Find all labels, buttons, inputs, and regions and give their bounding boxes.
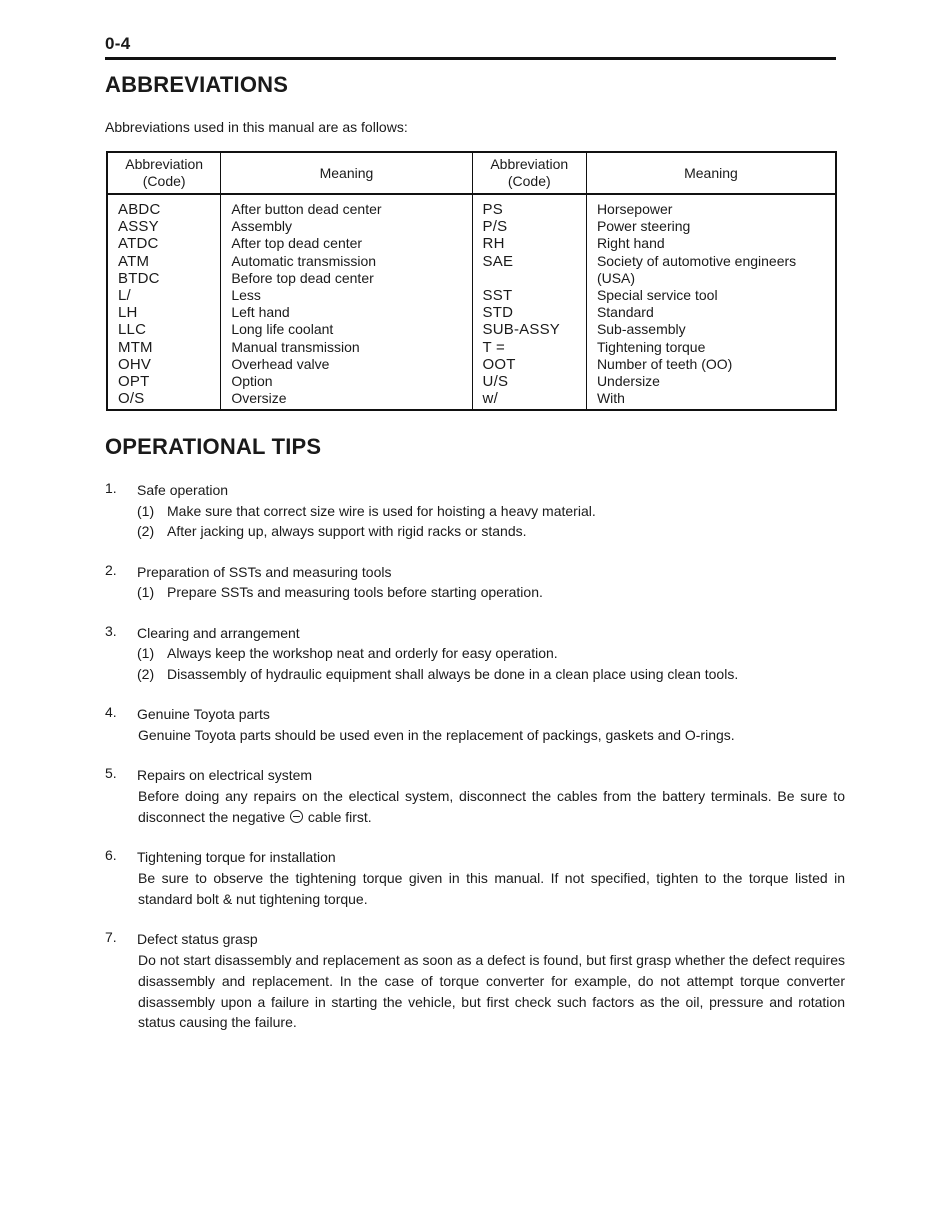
meaning-left: Assembly bbox=[221, 218, 472, 235]
tip-subitem-number: (2) bbox=[137, 665, 155, 682]
abbreviation-code-right: w/ bbox=[472, 390, 586, 410]
tip-subitem-text: After jacking up, always support with rigid racks or stands. bbox=[167, 523, 527, 539]
tip-number: 6. bbox=[105, 847, 117, 864]
abbreviation-code-left: ATM bbox=[107, 253, 221, 270]
abbreviations-heading: ABBREVIATIONS bbox=[105, 72, 289, 97]
tip-title: Repairs on electrical system bbox=[137, 767, 313, 784]
abbreviation-code-right: PS bbox=[472, 194, 586, 218]
abbreviation-code-left: BTDC bbox=[107, 270, 221, 287]
header-abbreviation-2 bbox=[472, 152, 586, 194]
tip-title: Preparation of SSTs and measuring tools bbox=[137, 563, 392, 580]
tip-subitem-text: Always keep the workshop neat and orderly for easy operation. bbox=[167, 645, 558, 661]
abbreviation-code-right: RH bbox=[472, 235, 586, 252]
header-code-label: (Code) bbox=[507, 173, 551, 189]
tip-item bbox=[105, 704, 845, 745]
header-abbreviation-1 bbox=[107, 152, 221, 194]
tip-subitem bbox=[137, 664, 845, 685]
abbreviation-code-left: ASSY bbox=[107, 218, 221, 235]
tip-subitem bbox=[137, 521, 845, 542]
tip-title: Clearing and arrangement bbox=[137, 624, 300, 641]
abbreviation-code-left: O/S bbox=[107, 390, 221, 410]
tip-number: 2. bbox=[105, 561, 117, 578]
tip-title: Defect status grasp bbox=[137, 931, 258, 948]
meaning-left: Before top dead center bbox=[221, 270, 472, 287]
tip-body: Do not start disassembly and replacement as soon as a defect is found, but first grasp whether the defect requires disassembly and replacement. In the case of torque converter for example, do not attempt torque converter disassembly upon a failure in starting the vehicle, but first check such factors as the oil, pressure and rotation status causing the failure. bbox=[138, 951, 845, 1031]
header-code-label: (Code) bbox=[142, 173, 186, 189]
abbreviation-code-right: OOT bbox=[472, 356, 586, 373]
abbreviation-code-right: P/S bbox=[472, 218, 586, 235]
tip-number: 7. bbox=[105, 929, 117, 946]
table-row bbox=[107, 321, 836, 338]
tip-subitem-text: Make sure that correct size wire is used for hoisting a heavy material. bbox=[167, 502, 596, 519]
tip-subitem-text: Disassembly of hydraulic equipment shall always be done in a clean place using clean tools. bbox=[167, 665, 739, 682]
tip-item bbox=[105, 765, 845, 827]
tip-body-text: cable first. bbox=[307, 808, 372, 825]
table-header-row bbox=[107, 152, 836, 194]
meaning-right: Power steering bbox=[596, 218, 691, 235]
header-meaning-2: Meaning bbox=[586, 152, 836, 194]
meaning-left: Long life coolant bbox=[221, 321, 472, 338]
table-row bbox=[107, 194, 836, 218]
meaning-left: Automatic transmission bbox=[221, 253, 472, 270]
abbreviation-code-left: LH bbox=[107, 304, 221, 321]
abbreviation-code-right: SUB-ASSY bbox=[472, 321, 586, 338]
table-row bbox=[107, 390, 836, 410]
tip-item bbox=[105, 480, 845, 542]
tip-item bbox=[105, 623, 845, 685]
tip-subitem-number: (1) bbox=[137, 502, 155, 519]
negative-terminal-icon bbox=[290, 810, 303, 823]
tip-number: 3. bbox=[105, 622, 117, 639]
meaning-left: Option bbox=[221, 373, 472, 390]
meaning-right: Sub-assembly bbox=[596, 321, 686, 338]
tip-body-text: Before doing any repairs on the electical system, disconnect the cables from the battery terminals. Be sure to disconnect the negative bbox=[138, 787, 845, 825]
meaning-right: Horsepower bbox=[596, 201, 673, 217]
tip-subitem-text: Prepare SSTs and measuring tools before starting operation. bbox=[167, 584, 543, 600]
tip-subitem-number: (1) bbox=[137, 584, 155, 600]
table-row bbox=[107, 218, 836, 235]
meaning-right: (USA) bbox=[596, 269, 636, 286]
tip-number: 1. bbox=[105, 480, 117, 496]
tip-number: 4. bbox=[105, 704, 117, 720]
abbreviation-code-right: SAE bbox=[472, 253, 586, 270]
tip-subitem bbox=[137, 643, 845, 664]
table-row bbox=[107, 304, 836, 321]
abbreviation-code-right: T = bbox=[472, 339, 586, 356]
abbreviation-code-left: OHV bbox=[107, 356, 221, 373]
operational-tips-heading: OPERATIONAL TIPS bbox=[105, 434, 322, 459]
tip-subitem-number: (1) bbox=[137, 645, 155, 661]
tip-item bbox=[105, 562, 845, 603]
header-abbreviation-label: Abbreviation bbox=[125, 156, 204, 172]
tip-subitem bbox=[137, 501, 845, 522]
meaning-left: Manual transmission bbox=[221, 339, 472, 356]
meaning-right: Undersize bbox=[596, 373, 660, 390]
tip-title: Genuine Toyota parts bbox=[137, 706, 270, 722]
meaning-right: Special service tool bbox=[596, 287, 718, 304]
meaning-left: Overhead valve bbox=[221, 356, 472, 373]
meaning-right: Right hand bbox=[596, 235, 665, 252]
meaning-right: Standard bbox=[596, 304, 654, 321]
tip-body bbox=[138, 786, 845, 828]
tip-title: Safe operation bbox=[137, 482, 229, 498]
meaning-right: With bbox=[596, 390, 625, 407]
abbreviations-table bbox=[106, 151, 837, 411]
table-row bbox=[107, 253, 836, 270]
abbreviation-code-left: ATDC bbox=[107, 235, 221, 252]
meaning-right: Number of teeth (OO) bbox=[596, 355, 733, 372]
abbreviation-code-left: MTM bbox=[107, 339, 221, 356]
abbreviation-code-left: LLC bbox=[107, 321, 221, 338]
header-abbreviation-label: Abbreviation bbox=[490, 156, 569, 172]
header-meaning-1: Meaning bbox=[221, 152, 472, 194]
table-row bbox=[107, 373, 836, 390]
table-row bbox=[107, 235, 836, 252]
meaning-left: After top dead center bbox=[221, 235, 472, 252]
abbreviation-code-left: ABDC bbox=[107, 194, 221, 218]
meaning-left: After button dead center bbox=[221, 194, 472, 218]
tip-body: Genuine Toyota parts should be used even in the replacement of packings, gaskets and O-rings. bbox=[138, 726, 735, 743]
tip-title: Tightening torque for installation bbox=[137, 849, 336, 866]
table-row bbox=[107, 270, 836, 287]
tip-item bbox=[105, 847, 845, 909]
abbreviation-code-left: OPT bbox=[107, 373, 221, 390]
meaning-left: Less bbox=[221, 287, 472, 304]
operational-tips-list bbox=[105, 480, 845, 1053]
page-number: 0-4 bbox=[105, 34, 131, 53]
tip-number: 5. bbox=[105, 765, 117, 782]
meaning-left: Oversize bbox=[221, 390, 472, 410]
abbreviation-code-right bbox=[472, 270, 586, 287]
tip-item bbox=[105, 929, 845, 1033]
tip-subitem bbox=[137, 582, 845, 603]
tip-subitem-number: (2) bbox=[137, 523, 155, 539]
table-row bbox=[107, 339, 836, 356]
meaning-right: Society of automotive engineers bbox=[596, 252, 797, 269]
header-rule bbox=[105, 57, 836, 60]
abbreviation-code-right: STD bbox=[472, 304, 586, 321]
abbreviation-code-right: U/S bbox=[472, 373, 586, 390]
meaning-left: Left hand bbox=[221, 304, 472, 321]
abbreviation-code-right: SST bbox=[472, 287, 586, 304]
meaning-right: Tightening torque bbox=[596, 338, 706, 355]
table-row bbox=[107, 287, 836, 304]
abbreviations-table-body bbox=[107, 194, 836, 410]
abbreviations-intro: Abbreviations used in this manual are as follows: bbox=[105, 119, 408, 135]
table-row bbox=[107, 356, 836, 373]
abbreviation-code-left: L/ bbox=[107, 287, 221, 304]
tip-body: Be sure to observe the tightening torque given in this manual. If not specified, tighten to the torque listed in standard bolt & nut tightening torque. bbox=[138, 869, 845, 907]
